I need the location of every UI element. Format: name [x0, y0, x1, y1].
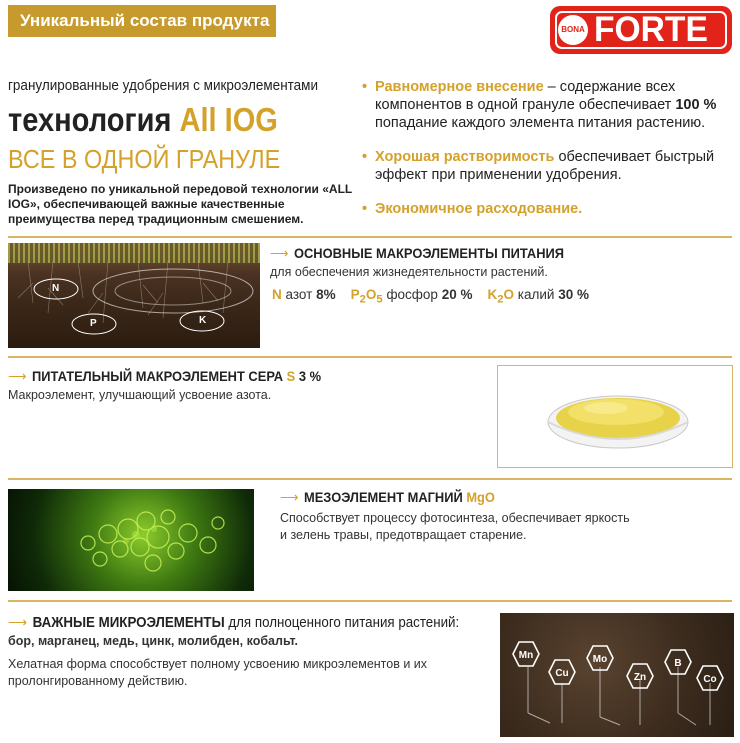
header-tag: Уникальный состав продукта: [8, 5, 276, 37]
technology-name: All IOG: [179, 101, 278, 138]
chloroplast-cells-image: [8, 489, 254, 591]
soil-roots-drawing: [8, 243, 260, 348]
hex-mn: [512, 641, 540, 667]
hex-symbol: B: [674, 658, 682, 669]
petri-dish-drawing: [498, 366, 733, 468]
p-label: фосфор: [386, 287, 438, 302]
hexagon-shape: [696, 665, 724, 691]
divider: [8, 478, 732, 480]
hex-symbol: Co: [703, 674, 717, 685]
soil-roots-image: [8, 243, 260, 348]
bullet-highlight: Экономичное расходование.: [375, 201, 583, 217]
produced-text: Произведено по уникальной передовой технологии «ALL IOG», обеспечивающей важные качественные преимущества перед традиционным смешением.: [8, 182, 353, 226]
bullet-uniform: [362, 78, 732, 132]
bullet-text: обеспечивает быстрый эффект при применении удобрения.: [375, 149, 715, 183]
hexagon-shape: [512, 641, 540, 667]
sulfur-title: ⟶ ПИТАТЕЛЬНЫЙ МАКРОЭЛЕМЕНТ СЕРА S 3 %: [8, 368, 322, 384]
sulfur-desc: Макроэлемент, улучшающий усвоение азота.: [8, 388, 272, 402]
soil-microelements-image: [500, 613, 734, 737]
hex-b: [664, 649, 692, 675]
n-symbol: N: [272, 287, 282, 302]
hex-mo: [586, 645, 614, 671]
k-symbol: $K_2O$: [487, 287, 515, 306]
hex-symbol: Zn: [633, 672, 647, 683]
p-symbol: $P_2O_5$: [350, 287, 383, 306]
k-value: 30 %: [558, 287, 590, 302]
bullet-text: – содержание всех компонентов в одной грануле обеспечивает: [375, 79, 676, 113]
macro-values: [272, 286, 589, 309]
n-value: 8%: [316, 287, 336, 302]
hexagon-shape: [586, 645, 614, 671]
sulfur-symbol: S: [286, 368, 296, 384]
hex-symbol: Mn: [518, 650, 534, 661]
magnesium-desc: Способствует процессу фотосинтеза, обеспечивает яркость и зелень травы, предотвращает старение.: [280, 511, 630, 542]
magnesium-symbol: MgO: [466, 489, 495, 505]
hexagon-shape: [548, 659, 576, 685]
hex-co: [696, 665, 724, 691]
cells-drawing: [8, 489, 254, 591]
magnesium-title: ⟶ МЕЗОЭЛЕМЕНТ МАГНИЙ MgO: [280, 489, 495, 505]
divider: [8, 600, 732, 602]
p-value: 20 %: [441, 287, 473, 302]
all-in-one-slogan: ВСЕ В ОДНОЙ ГРАНУЛЕ: [8, 144, 281, 174]
bullet-tail: попадание каждого элемента питания растению.: [375, 115, 706, 131]
logo-bona-circle: BONA: [558, 15, 588, 45]
divider: [8, 356, 732, 358]
sulfur-powder-image: [497, 365, 733, 468]
logo-forte-text: FORTE: [594, 10, 708, 49]
technology-prefix: технология: [8, 101, 172, 138]
micro-title: ⟶ ВАЖНЫЕ МИКРОЭЛЕМЕНТЫ для полноценного питания растений:: [8, 615, 460, 631]
micro-list: бор, марганец, медь, цинк, молибден, кобальт.: [8, 634, 299, 648]
macro-subtitle: для обеспечения жизнедеятельности растений.: [270, 265, 548, 279]
sulfur-value: 3 %: [298, 368, 322, 384]
arrow-icon: ⟶: [280, 489, 299, 505]
bullet-solubility: [362, 148, 732, 184]
bullet-dot: •: [362, 79, 368, 95]
micro-desc: Хелатная форма способствует полному усвоению микроэлементов и их пролонгированному действию.: [8, 657, 428, 688]
hexagon-shape: [626, 663, 654, 689]
hexagon-shape: [664, 649, 692, 675]
bullet-bold: 100 %: [675, 97, 717, 113]
bullet-economy: [362, 200, 732, 218]
arrow-icon: ⟶: [270, 245, 289, 261]
bullet-highlight: Равномерное внесение: [375, 79, 544, 95]
bullet-highlight: Хорошая растворимость: [375, 149, 555, 165]
arrow-icon: ⟶: [8, 615, 28, 631]
soil-label-k: K: [199, 315, 207, 326]
hex-symbol: Cu: [555, 668, 569, 679]
divider: [8, 236, 732, 238]
bona-forte-logo: [550, 6, 732, 54]
intro-line: гранулированные удобрения с микроэлементами: [8, 77, 319, 94]
arrow-icon: ⟶: [8, 368, 27, 384]
hex-zn: [626, 663, 654, 689]
soil-label-p: P: [90, 318, 97, 329]
soil-label-n: N: [52, 283, 60, 294]
bullet-dot: •: [362, 149, 368, 165]
hex-cu: [548, 659, 576, 685]
k-label: калий: [517, 287, 555, 302]
hex-symbol: Mo: [592, 654, 608, 665]
bullet-dot: •: [362, 201, 368, 217]
n-label: азот: [285, 287, 313, 302]
macro-title: ⟶ ОСНОВНЫЕ МАКРОЭЛЕМЕНТЫ ПИТАНИЯ: [270, 245, 565, 261]
technology-title: [8, 100, 278, 140]
